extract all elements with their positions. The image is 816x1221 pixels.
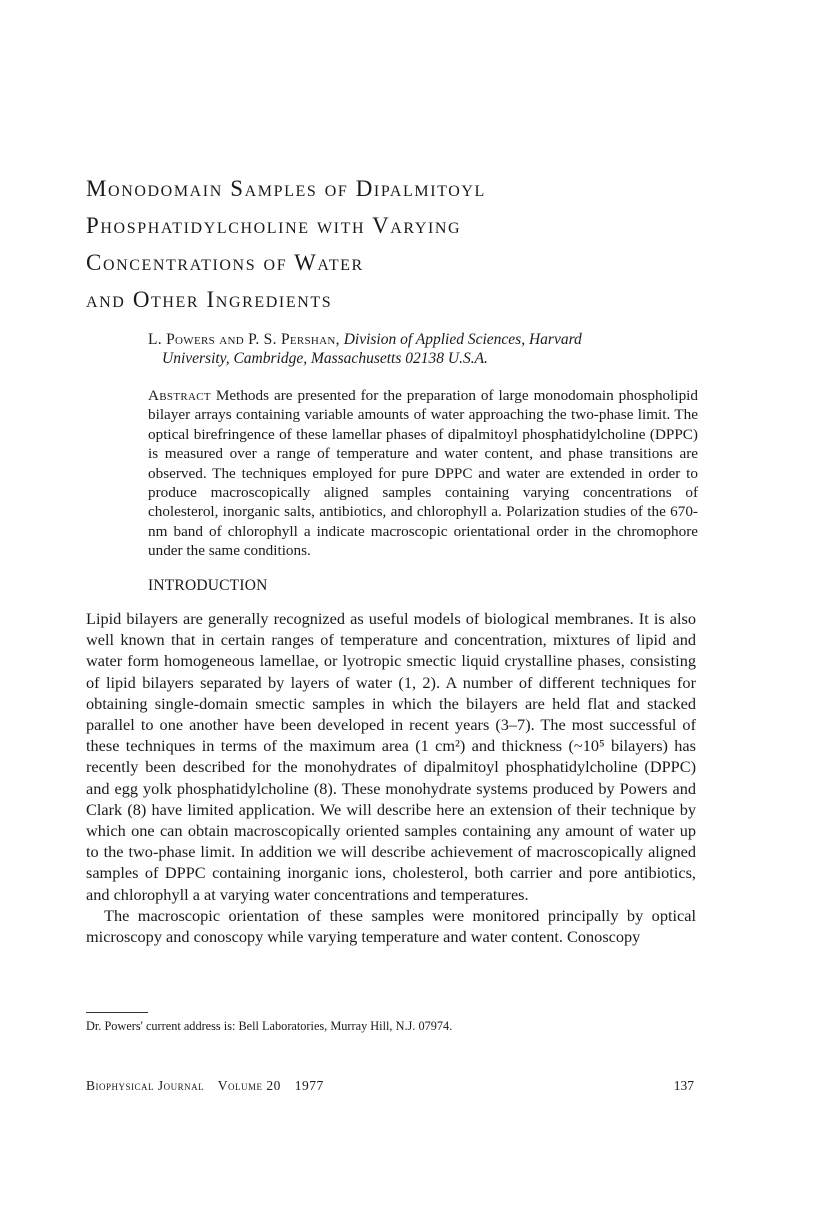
affiliation-line-2: University, Cambridge, Massachusetts 02138 U.S.A. — [162, 350, 488, 367]
author-names: L. Powers and P. S. Pershan, — [148, 331, 340, 348]
journal-name: Biophysical Journal — [86, 1078, 205, 1093]
affiliation-line-1: Division of Applied Sciences, Harvard — [343, 331, 582, 348]
journal-volume: Volume 20 — [217, 1078, 281, 1093]
body-paragraph-1: Lipid bilayers are generally recognized as useful models of biological membranes. It is also well known that in certain ranges of temperature and concentration, mixtures of lipid and water form homogeneous lamellae, or lyotropic smectic liquid crystalline phases, consisting of lipid bilayers separated by layers of water (1, 2). A number of different techniques for obtaining single-domain smectic samples in which the bilayers are held flat and stacked parallel to one another have been developed in recent years (3–7). The most successful of these techniques in terms of the maximum area (1 cm²) and thickness (~10⁵ bilayers) has recently been described for the monohydrates of dipalmitoyl phosphatidylcholine (DPPC) and egg yolk phosphatidylcholine (8). These monohydrate systems produced by Powers and Clark (8) have limited application. We will describe here an extension of their technique by which one can obtain macroscopically oriented samples containing any amount of water up to the two-phase limit. In addition we will describe achievement of macroscopically aligned samples of DPPC containing inorganic ions, cholesterol, both carrier and pore antibiotics, and chlorophyll a at varying water concentrations and temperatures. — [86, 609, 696, 904]
abstract-label: Abstract — [148, 387, 211, 404]
author-block — [148, 330, 582, 368]
footnote-divider — [86, 1012, 148, 1013]
section-heading-introduction: INTRODUCTION — [148, 577, 268, 594]
abstract-text: Methods are presented for the preparation of large monodomain phospholipid bilayer arrays containing variable amounts of water approaching the two-phase limit. The optical birefringence of these lamellar phases of dipalmitoyl phosphatidylcholine (DPPC) is measured over a range of temperature and water content, and phase transitions are observed. The techniques employed for pure DPPC and water are extended in order to produce macroscopically aligned samples containing varying concentrations of cholesterol, inorganic salts, antibiotics, and chlorophyll a. Polarization studies of the 670-nm band of chlorophyll a indicate macroscopic orientational order in the chromophore under the same conditions. — [148, 387, 698, 560]
body-text — [86, 608, 696, 947]
abstract — [148, 386, 698, 561]
title-line-1: Monodomain Samples of Dipalmitoyl — [86, 176, 486, 201]
title-line-3: Concentrations of Water — [86, 250, 364, 275]
title-line-2: Phosphatidylcholine with Varying — [86, 213, 462, 238]
running-footer — [86, 1078, 324, 1094]
footnote: Dr. Powers' current address is: Bell Laboratories, Murray Hill, N.J. 07974. — [86, 1019, 453, 1033]
journal-year: 1977 — [294, 1078, 324, 1093]
body-paragraph-2: The macroscopic orientation of these samples were monitored principally by optical microscopy and conoscopy while varying temperature and water content. Conoscopy — [86, 905, 696, 947]
title-line-4: and Other Ingredients — [86, 287, 333, 312]
page-number: 137 — [673, 1078, 694, 1093]
